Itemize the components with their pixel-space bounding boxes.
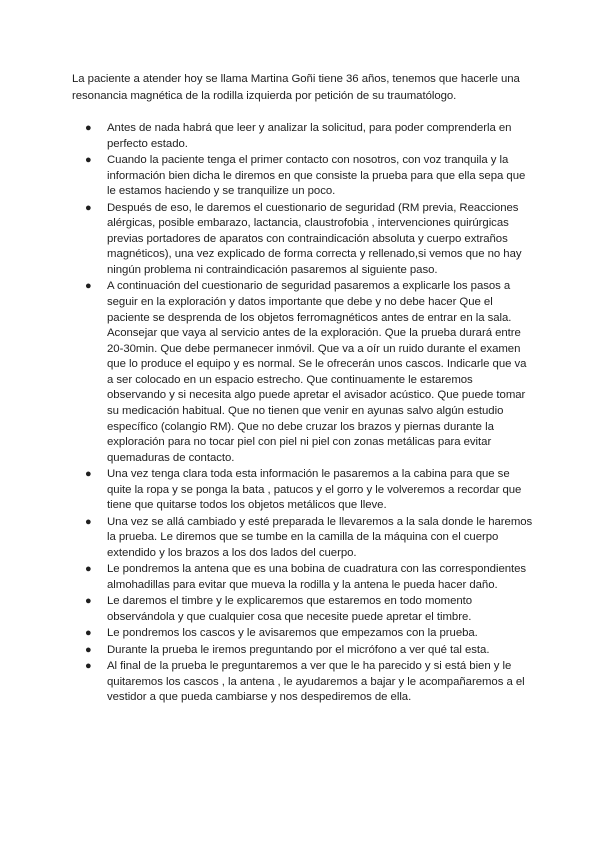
bullet-icon: ● [85,563,92,576]
list-item-text: A continuación del cuestionario de seguridad pasaremos a explicarle los pasos a seguir en la exploración y datos importante que debe y no debe hacer Que el paciente se desprenda de los objetos ferromagnéticos antes de entrar en la sala. Aconsejar que vaya al servicio antes de la exploración. Que la prueba durará entre 20-30min. Que debe permanecer inmóvil. Que va a oír un ruido durante el examen que lo produce el equipo y es normal. Se le ofrecerán unos cascos. Indicarle que va a ser colocado en un espacio estrecho. Que continuamente le estaremos observando y si necesita algo puede apretar el avisador acústico. Que puede tomar su medicación habitual. Que no tienen que venir en ayunas salvo algún estudio específico (colangio RM). Que no debe cruzar los brazos y piernas durante la exploración para no tocar piel con piel ni piel con zonas metálicas para evitar quemaduras de contacto. [107,280,527,464]
list-item [85,279,534,466]
bullet-icon: ● [85,280,92,293]
bullet-icon: ● [85,468,92,481]
list-item-text: Una vez tenga clara toda esta información le pasaremos a la cabina para que se quite la ropa y se ponga la bata , patucos y el gorro y le volveremos a recordar que tiene que quitarse todos los objetos metálicos que lleve. [107,468,522,512]
list-item [85,643,534,659]
list-item [85,467,534,514]
bullet-icon: ● [85,201,92,214]
bullet-icon: ● [85,153,92,166]
document-page [72,71,534,707]
intro-paragraph: La paciente a atender hoy se llama Martina Goñi tiene 36 años, tenemos que hacerle una resonancia magnética de la rodilla izquierda por petición de su traumatólogo. [72,73,520,102]
list-item-text: Le daremos el timbre y le explicaremos que estaremos en todo momento observándola y que cualquier cosa que necesite puede apretar el timbre. [107,595,473,623]
procedure-list [72,121,534,706]
list-item-text: Le pondremos la antena que es una bobina de cuadratura con las correspondientes almohadillas para evitar que mueva la rodilla y la antena le pueda hacer daño. [107,563,527,591]
bullet-icon: ● [85,595,92,608]
bullet-icon: ● [85,660,92,673]
list-item [85,594,534,625]
list-item [85,562,534,593]
list-item-text: Cuando la paciente tenga el primer contacto con nosotros, con voz tranquila y la información bien dicha le diremos en que consiste la prueba para que ella sepa que le estamos haciendo y se tranquilize un poco. [107,153,526,198]
list-item-text: Le pondremos los cascos y le avisaremos que empezamos con la prueba. [107,627,478,640]
bullet-icon: ● [85,643,92,656]
list-item-text: Antes de nada habrá que leer y analizar la solicitud, para poder comprenderla en perfecto estado. [107,122,512,150]
list-item-text: Al final de la prueba le preguntaremos a ver que le ha parecido y si está bien y le quitaremos los cascos , la antena , le ayudaremos a bajar y le acompañaremos a el vestidor a que pueda cambiarse y nos despediremos de ella. [107,660,525,704]
list-item-text: Durante la prueba le iremos preguntando por el micrófono a ver qué tal esta. [107,643,490,656]
list-item [85,659,534,706]
bullet-icon: ● [85,515,92,528]
list-item [85,201,534,279]
list-item [85,153,534,200]
bullet-icon: ● [85,627,92,640]
bullet-icon: ● [85,122,92,134]
list-item-text: Después de eso, le daremos el cuestionario de seguridad (RM previa, Reacciones alérgicas, posible embarazo, lactancia, claustrofobia , intervenciones quirúrgicas previas portadores de aparatos con contraindicación absoluta y cuerpo extraños magnéticos), una vez explicado de forma correcta y rellenado,si vemos que no hay ningún problema ni contraindicación pasaremos al siguiente paso. [107,201,522,276]
list-item [85,626,534,642]
list-item-text: Una vez se allá cambiado y esté preparada le llevaremos a la sala donde le haremos la prueba. Le diremos que se tumbe en la camilla de la máquina con el cuerpo extendido y los brazos a los dos lados del cuerpo. [107,515,533,560]
list-item [85,121,534,152]
list-item [85,515,534,562]
